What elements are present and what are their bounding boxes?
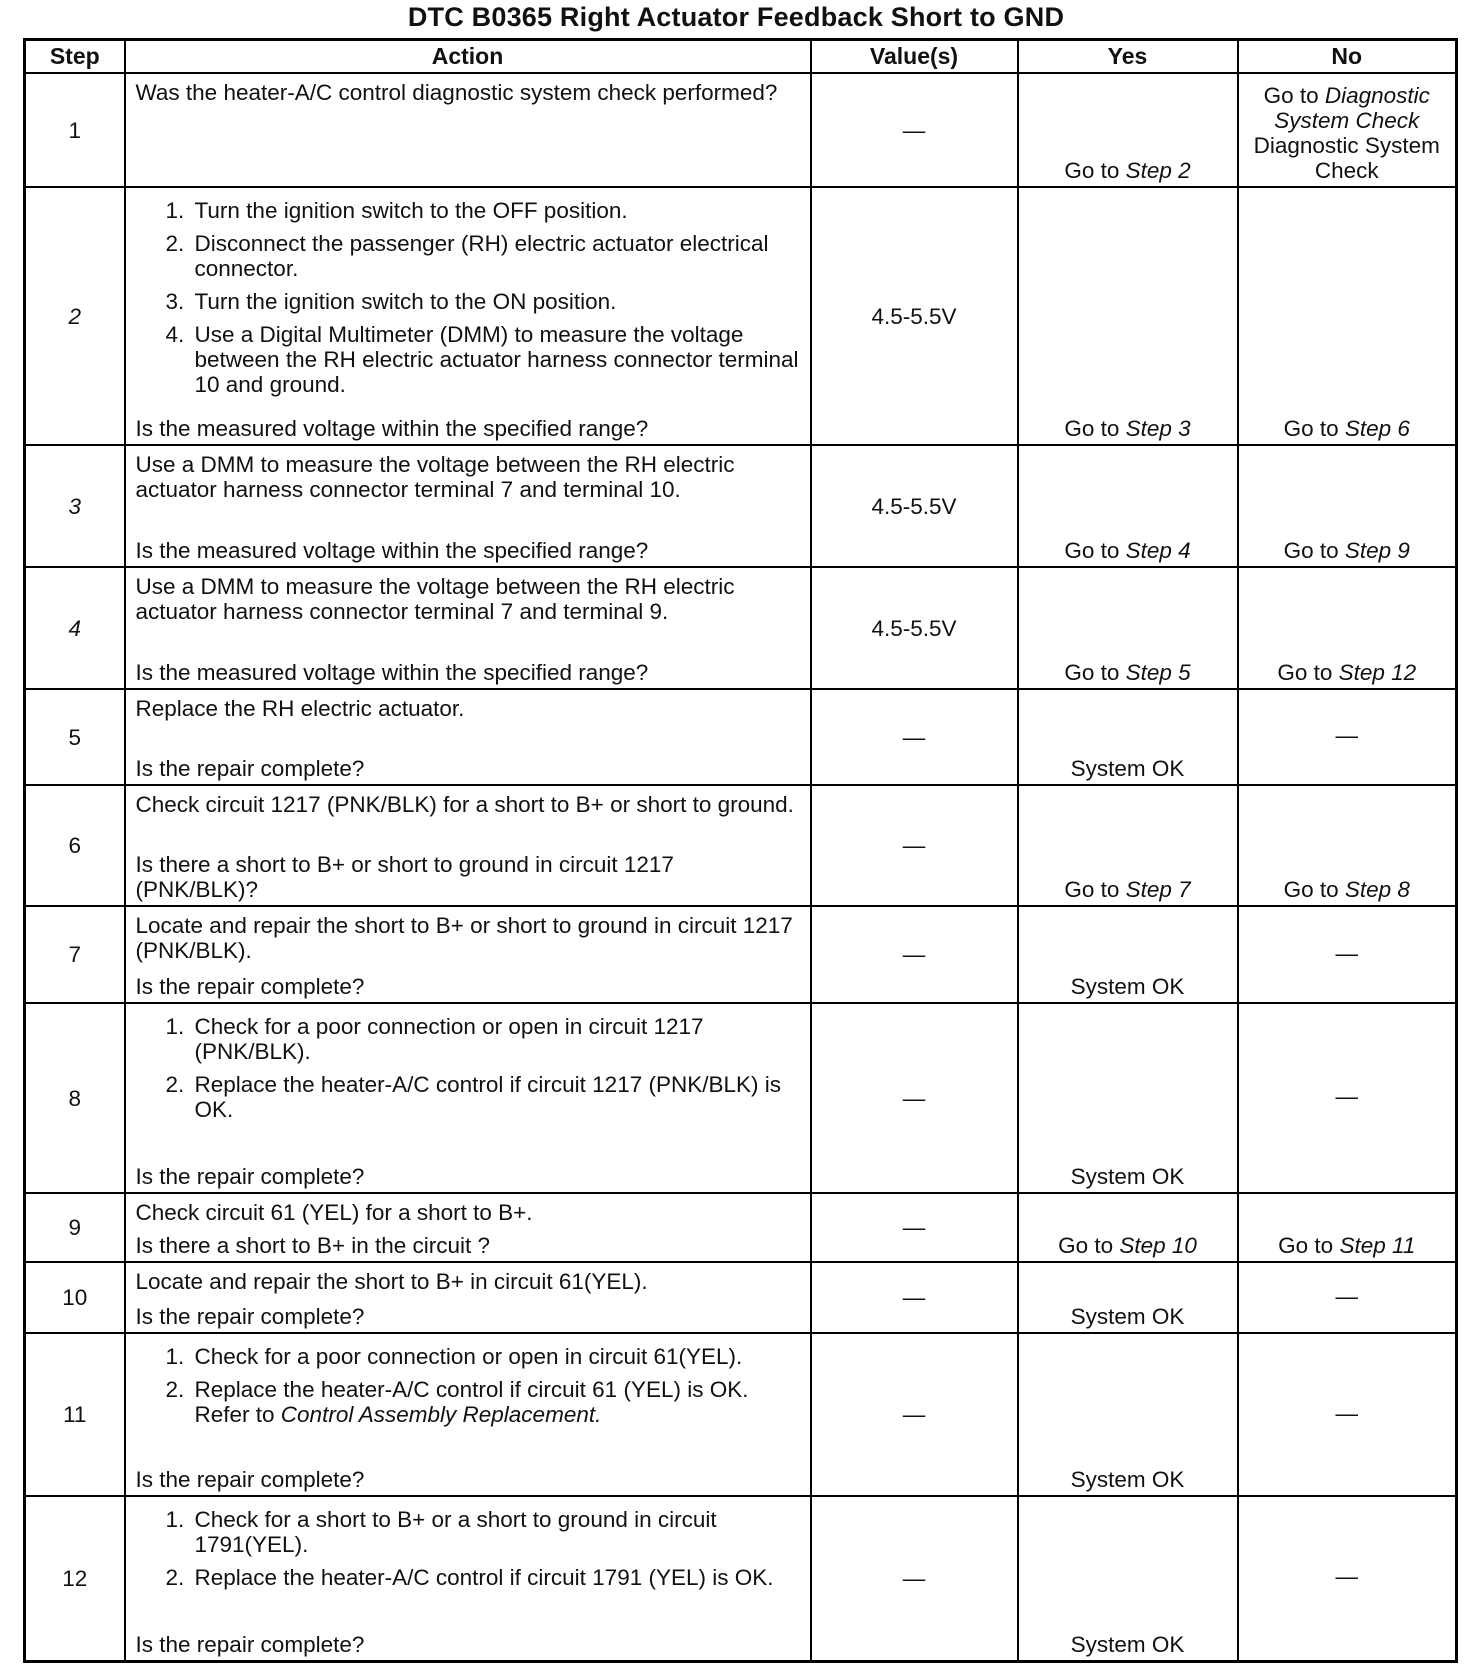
action-question: Is the repair complete? [135,1304,365,1329]
no-cell-link[interactable]: Step 6 [1344,416,1410,441]
step-number: 2 [25,187,125,445]
page-title: DTC B0365 Right Actuator Feedback Short to GND [407,2,1065,32]
step-number: 10 [25,1262,125,1333]
action-step-link[interactable]: Control Assembly Replacement. [280,1402,602,1427]
yes-cell-text: System OK [1070,1467,1185,1492]
action-body [136,1010,800,1130]
action-step [191,322,800,397]
no-cell [1238,1496,1457,1661]
diagnostic-table [23,38,1458,1663]
action-step [191,289,800,314]
value-cell: — [811,689,1018,785]
yes-cell-text: System OK [1070,974,1185,999]
no-cell-link[interactable]: Step 11 [1339,1233,1416,1258]
yes-cell-link[interactable]: Step 10 [1119,1233,1197,1258]
no-cell-text: Go to [1278,1233,1340,1258]
table-row [25,73,1457,187]
yes-cell-text: Go to [1064,660,1126,685]
action-cell [125,445,811,567]
table-row [25,1193,1457,1262]
value-cell: — [811,1262,1018,1333]
action-cell [125,689,811,785]
value-cell: — [811,906,1018,1003]
no-cell [1238,445,1457,567]
action-intro: Locate and repair the short to B+ or short to ground in circuit 1217 (PNK/BLK). [135,913,793,963]
no-cell [1238,73,1457,187]
action-content [136,1503,800,1657]
no-cell [1238,1003,1457,1193]
action-steps-list [136,1014,800,1122]
action-cell [125,1262,811,1333]
action-question: Is the repair complete? [135,974,365,999]
action-body [136,1269,800,1294]
value-cell: 4.5-5.5V [811,567,1018,689]
action-cell [125,1003,811,1193]
action-step-text: Use a Digital Multimeter (DMM) to measure the voltage between the RH electric actuator harness connector terminal 10 and ground. [194,322,799,397]
yes-cell-text: Go to [1064,538,1126,563]
action-cell [125,567,811,689]
no-cell-text: — [1335,1400,1358,1426]
action-question: Is the measured voltage within the specified range? [135,538,649,563]
yes-cell-link[interactable]: Step 7 [1125,877,1191,902]
yes-cell [1018,187,1238,445]
action-body [136,452,800,502]
yes-cell [1018,689,1238,785]
action-cell [125,187,811,445]
no-cell-link[interactable]: Step 9 [1344,538,1410,563]
no-cell-text: Go to [1263,83,1325,108]
action-body [136,1200,800,1225]
action-body [136,194,800,405]
action-intro: Was the heater-A/C control diagnostic system check performed? [135,80,778,105]
action-question: Is the repair complete? [135,756,365,781]
yes-cell-link[interactable]: Step 4 [1125,538,1191,563]
table-row [25,906,1457,1003]
yes-cell-link[interactable]: Step 2 [1125,158,1191,183]
action-step [191,1507,800,1557]
yes-cell-text: System OK [1070,1631,1185,1657]
no-cell [1238,906,1457,1003]
action-content [136,1269,800,1329]
action-question: Is the repair complete? [135,1467,365,1492]
action-content [136,1340,800,1492]
no-cell-extra: Diagnostic System Check [1253,133,1440,183]
no-cell [1238,689,1457,785]
action-step-text: Check for a poor connection or open in circuit 1217 (PNK/BLK). [194,1014,704,1064]
yes-cell-text: System OK [1070,756,1185,781]
no-cell-link[interactable]: Diagnostic System Check [1274,83,1430,133]
action-question: Is the measured voltage within the specified range? [135,416,649,441]
value-cell: — [811,1496,1018,1661]
action-step-text: Turn the ignition switch to the ON position. [194,289,617,314]
action-body [136,80,800,105]
header-no: No [1238,40,1457,74]
yes-cell [1018,1193,1238,1262]
yes-cell [1018,567,1238,689]
action-body [136,913,800,963]
action-step-text: Turn the ignition switch to the OFF position. [194,198,628,223]
no-cell-text: Go to [1283,538,1345,563]
step-number: 11 [25,1333,125,1496]
action-body [136,574,800,624]
step-number: 7 [25,906,125,1003]
yes-cell [1018,445,1238,567]
step-number: 5 [25,689,125,785]
header-values: Value(s) [811,40,1018,74]
yes-cell-text: Go to [1064,416,1126,441]
yes-cell [1018,906,1238,1003]
table-row [25,1496,1457,1661]
step-number: 3 [25,445,125,567]
action-question: Is the measured voltage within the specified range? [135,660,649,685]
step-number: 12 [25,1496,125,1661]
no-cell [1238,1262,1457,1333]
no-cell [1238,187,1457,445]
no-cell [1238,785,1457,906]
value-cell: — [811,1333,1018,1496]
action-intro: Locate and repair the short to B+ in circuit 61(YEL). [135,1269,648,1294]
step-number: 8 [25,1003,125,1193]
step-number: 9 [25,1193,125,1262]
action-cell [125,1193,811,1262]
action-content [136,696,800,781]
action-step [191,1072,800,1122]
action-question: Is the repair complete? [135,1631,365,1657]
yes-cell-text: Go to [1058,1233,1120,1258]
table-row [25,187,1457,445]
no-cell-text: — [1335,940,1358,966]
no-cell [1238,1333,1457,1496]
value-cell: — [811,73,1018,187]
value-cell: — [811,1003,1018,1193]
action-content [136,792,800,902]
no-cell-text: Go to [1283,877,1345,902]
action-body [136,1340,800,1435]
step-number: 4 [25,567,125,689]
yes-cell-text: System OK [1070,1304,1185,1329]
table-row [25,567,1457,689]
no-cell-text: Go to [1277,660,1339,685]
value-cell: 4.5-5.5V [811,187,1018,445]
table-row [25,1003,1457,1193]
action-question: Is the repair complete? [135,1164,365,1189]
action-content [136,452,800,563]
action-intro: Replace the RH electric actuator. [135,696,465,721]
action-step [191,1014,800,1064]
action-step [191,1344,800,1369]
yes-cell [1018,73,1238,187]
action-intro: Check circuit 1217 (PNK/BLK) for a short to B+ or short to ground. [135,792,794,817]
action-cell [125,785,811,906]
action-cell [125,73,811,187]
no-cell-text: — [1335,1084,1358,1109]
action-intro: Use a DMM to measure the voltage between the RH electric actuator harness connector terminal 7 and terminal 10. [135,452,735,502]
value-cell: — [811,785,1018,906]
value-cell: — [811,1193,1018,1262]
action-content [136,1200,800,1258]
yes-cell-text: Go to [1064,158,1126,183]
header-yes: Yes [1018,40,1238,74]
header-step: Step [25,40,125,74]
action-step-text: Replace the heater-A/C control if circuit 61 (YEL) is OK. Refer to [194,1377,749,1427]
header-row [25,40,1457,74]
step-number: 1 [25,73,125,187]
action-steps-list [136,1507,800,1590]
action-body [136,696,800,721]
table-row [25,785,1457,906]
no-cell-text: Go to [1283,416,1345,441]
no-cell [1238,567,1457,689]
action-body [136,792,800,817]
yes-cell-text: Go to [1064,877,1126,902]
no-cell-text: — [1335,1283,1358,1309]
action-steps-list [136,1344,800,1427]
table-row [25,445,1457,567]
action-content [136,194,800,441]
action-step-text: Check for a short to B+ or a short to ground in circuit 1791(YEL). [194,1507,717,1557]
table-row [25,1262,1457,1333]
no-cell [1238,1193,1457,1262]
no-cell-link[interactable]: Step 12 [1338,660,1417,685]
table-row [25,689,1457,785]
action-step [191,198,800,223]
action-step-text: Replace the heater-A/C control if circuit 1217 (PNK/BLK) is OK. [194,1072,782,1122]
yes-cell [1018,1496,1238,1661]
action-content [136,574,800,685]
action-cell [125,906,811,1003]
yes-cell-text: System OK [1070,1164,1185,1189]
action-step [191,1565,800,1590]
action-content [136,80,800,183]
yes-cell [1018,1333,1238,1496]
action-cell [125,1496,811,1661]
action-question: Is there a short to B+ or short to ground in circuit 1217 (PNK/BLK)? [135,852,674,902]
yes-cell [1018,785,1238,906]
action-step [191,1377,800,1427]
step-number: 6 [25,785,125,906]
action-steps-list [136,198,800,397]
yes-cell [1018,1262,1238,1333]
action-body [136,1503,800,1598]
action-step-text: Check for a poor connection or open in circuit 61(YEL). [194,1344,743,1369]
action-intro: Use a DMM to measure the voltage between the RH electric actuator harness connector terminal 7 and terminal 9. [135,574,735,624]
action-step-text: Disconnect the passenger (RH) electric actuator electrical connector. [194,231,769,281]
action-step [191,231,800,281]
table-row [25,1333,1457,1496]
no-cell-link[interactable]: Step 8 [1344,877,1410,902]
action-cell [125,1333,811,1496]
action-intro: Check circuit 61 (YEL) for a short to B+. [135,1200,533,1225]
value-cell: 4.5-5.5V [811,445,1018,567]
action-content [136,1010,800,1189]
yes-cell [1018,1003,1238,1193]
action-step-text: Replace the heater-A/C control if circuit 1791 (YEL) is OK. [194,1565,774,1590]
action-question: Is there a short to B+ in the circuit ? [135,1233,491,1258]
no-cell-text: — [1335,723,1358,748]
action-content [136,913,800,999]
no-cell-text: — [1335,1564,1358,1590]
yes-cell-link[interactable]: Step 3 [1125,416,1191,441]
header-action: Action [125,40,811,74]
yes-cell-link[interactable]: Step 5 [1125,660,1191,685]
